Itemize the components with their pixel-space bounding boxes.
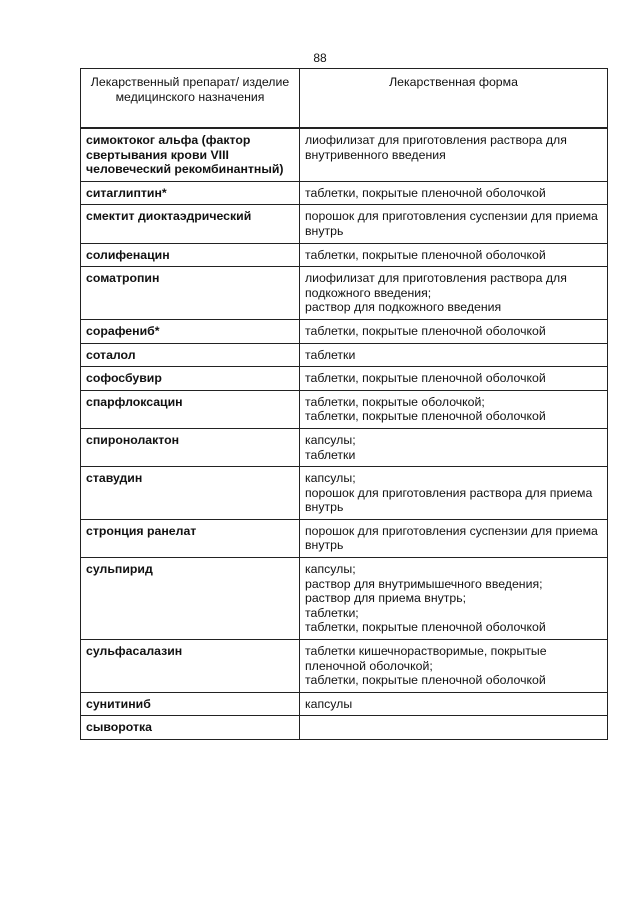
drug-form-line: таблетки кишечнорастворимые, покрытые пленочной оболочкой; [305, 644, 547, 673]
drug-form-line: порошок для приготовления раствора для приема внутрь [305, 485, 593, 515]
drug-name-cell: сорафениб* [81, 319, 300, 343]
table-row [81, 267, 608, 320]
drug-name-cell: соталол [81, 343, 300, 367]
drug-form-cell [300, 128, 608, 181]
table-row [81, 519, 608, 557]
drug-form-line: капсулы [305, 696, 353, 711]
table-row [81, 558, 608, 640]
drug-form-line: таблетки, покрытые оболочкой; [305, 394, 485, 409]
drug-name-cell: солифенацин [81, 243, 300, 267]
drug-form-line: раствор для подкожного введения [305, 300, 502, 315]
drug-form-line: раствор для внутримышечного введения; [305, 576, 543, 591]
drug-form-line: лиофилизат для приготовления раствора для подкожного введения; [305, 271, 567, 300]
drug-form-line: таблетки, покрытые пленочной оболочкой [305, 673, 546, 688]
table-row [81, 319, 608, 343]
drug-form-cell [300, 390, 608, 428]
header-drug: Лекарственный препарат/ изделие медицинского назначения [81, 69, 300, 129]
table-row [81, 467, 608, 520]
drug-form-cell [300, 716, 608, 740]
table-row [81, 205, 608, 243]
table-row [81, 343, 608, 367]
drug-name-cell: спарфлоксацин [81, 390, 300, 428]
drug-form-line: таблетки, покрытые пленочной оболочкой [305, 185, 546, 200]
drug-form-cell [300, 467, 608, 520]
table-row [81, 367, 608, 391]
drug-form-line: капсулы; [305, 562, 356, 577]
table-row [81, 128, 608, 181]
drug-name-cell: соматропин [81, 267, 300, 320]
drug-form-cell [300, 205, 608, 243]
drug-name-cell: ставудин [81, 467, 300, 520]
drug-form-line: таблетки, покрытые пленочной оболочкой [305, 371, 546, 386]
drug-name-cell: ситаглиптин* [81, 181, 300, 205]
drug-form-line: таблетки [305, 347, 356, 362]
drug-form-line: лиофилизат для приготовления раствора для внутривенного введения [305, 133, 567, 162]
drug-form-line: таблетки; [305, 605, 359, 620]
drug-name-cell: сунитиниб [81, 692, 300, 716]
drug-name-cell: софосбувир [81, 367, 300, 391]
drug-name-cell: сульпирид [81, 558, 300, 640]
drug-form-cell [300, 243, 608, 267]
drug-name-cell: сыворотка [81, 716, 300, 740]
table-row [81, 640, 608, 693]
drug-form-cell [300, 428, 608, 466]
drug-form-cell [300, 640, 608, 693]
drug-form-line: порошок для приготовления суспензии для приема внутрь [305, 523, 598, 553]
drug-form-cell [300, 319, 608, 343]
table-header-row [81, 69, 608, 129]
page-number: 88 [313, 51, 327, 65]
drug-name-cell: симоктоког альфа (фактор свертывания крови VIII человеческий рекомбинантный) [81, 128, 300, 181]
drug-form-line: таблетки, покрытые пленочной оболочкой [305, 247, 546, 262]
drug-form-line: капсулы; [305, 432, 356, 447]
table-row [81, 692, 608, 716]
drug-name-cell: спиронолактон [81, 428, 300, 466]
drug-forms-table [80, 68, 608, 740]
header-form: Лекарственная форма [300, 69, 608, 129]
table-row [81, 243, 608, 267]
drug-form-line: раствор для приема внутрь; [305, 591, 467, 606]
table-row [81, 716, 608, 740]
drug-form-line: таблетки, покрытые пленочной оболочкой [305, 409, 546, 424]
table-row [81, 390, 608, 428]
drug-form-cell [300, 519, 608, 557]
drug-form-line: таблетки, покрытые пленочной оболочкой [305, 323, 546, 338]
drug-name-cell: сульфасалазин [81, 640, 300, 693]
drug-form-cell [300, 343, 608, 367]
drug-form-cell [300, 558, 608, 640]
table-row [81, 181, 608, 205]
drug-name-cell: смектит диоктаэдрический [81, 205, 300, 243]
drug-name-cell: стронция ранелат [81, 519, 300, 557]
drug-form-cell [300, 367, 608, 391]
drug-form-line: порошок для приготовления суспензии для приема внутрь [305, 209, 598, 238]
drug-form-line: капсулы; [305, 471, 356, 486]
table-row [81, 428, 608, 466]
drug-form-line: таблетки, покрытые пленочной оболочкой [305, 620, 546, 635]
drug-form-cell [300, 267, 608, 320]
drug-form-cell [300, 181, 608, 205]
drug-form-line: таблетки [305, 447, 356, 462]
drug-form-cell [300, 692, 608, 716]
